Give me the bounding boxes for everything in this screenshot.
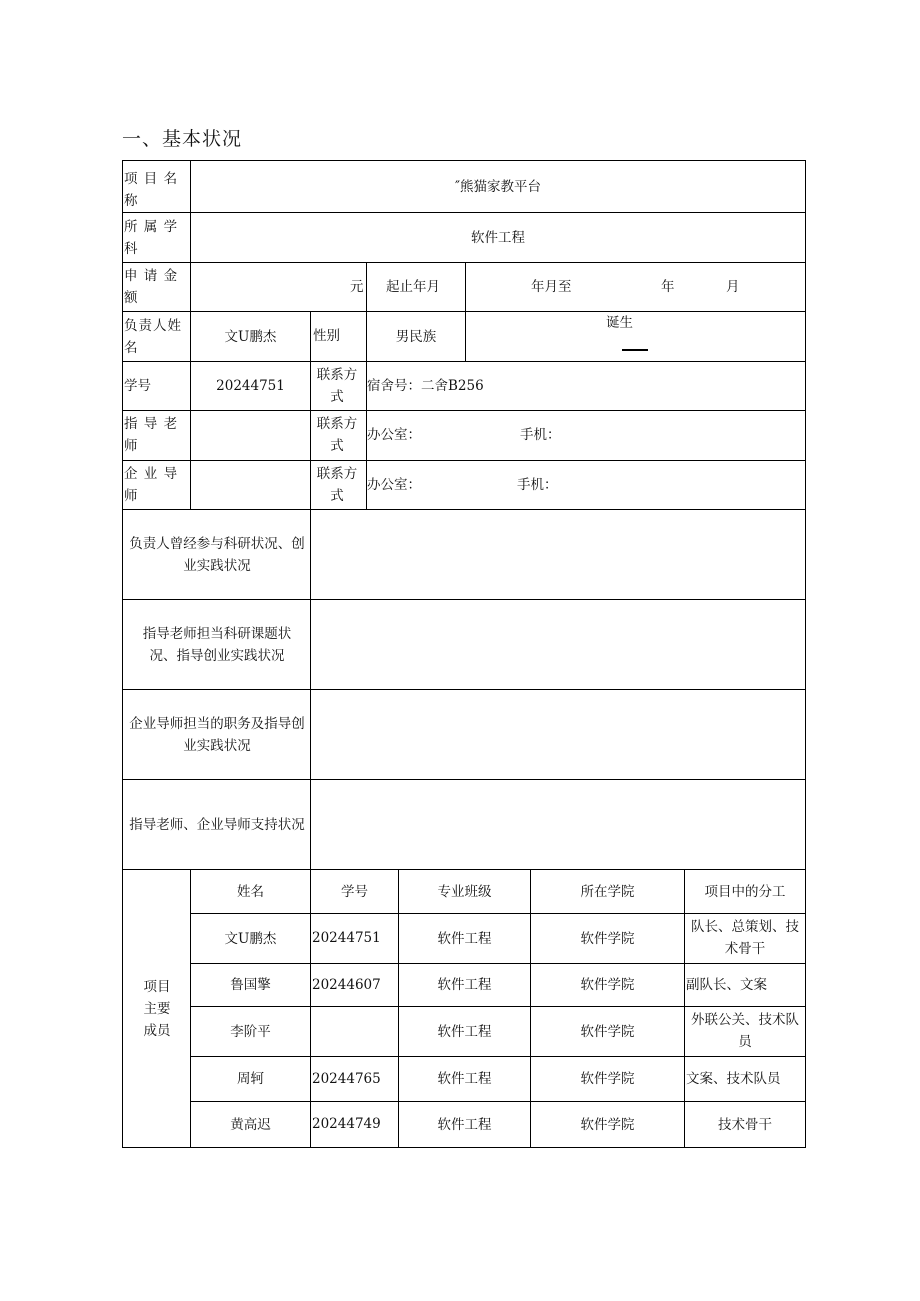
gender-ethnicity: 男民族 — [395, 328, 437, 345]
member-class: 软件工程 — [437, 977, 492, 993]
member-id: 20244765 — [312, 1071, 381, 1087]
mentor-office-label: 办公室： — [367, 477, 421, 493]
member-role: 文案、技术队员 — [686, 1071, 781, 1087]
advisor-research-label: 指导老师担当科研课题状况、指导创业实践状况 — [142, 625, 292, 664]
advisor-contact-label: 联系方式 — [316, 416, 358, 454]
leader-research-label: 负责人曾经参与科研状况、创业实践状况 — [129, 535, 305, 574]
advisor-office-label: 办公室： — [367, 427, 421, 443]
member-name: 李阶平 — [230, 1023, 271, 1040]
col-header-name: 姓名 — [237, 883, 264, 900]
period-month: 月 — [726, 279, 740, 295]
members-label: 项目主要成员 — [143, 978, 171, 1039]
member-college: 软件学院 — [580, 1116, 635, 1133]
member-class: 软件工程 — [437, 1023, 492, 1040]
funding-unit: 元 — [350, 279, 364, 295]
member-college: 软件学院 — [580, 1071, 635, 1087]
member-college: 软件学院 — [580, 1023, 635, 1040]
project-name-value: ″熊猫家教平台 — [454, 178, 542, 195]
discipline-label: 所 属 学 科 — [124, 219, 179, 257]
period-year: 年 — [661, 279, 675, 295]
period-label: 起止年月 — [386, 279, 440, 295]
member-role: 外联公关、技术队员 — [691, 1012, 799, 1050]
col-header-class: 专业班级 — [437, 883, 492, 900]
member-id: 20244751 — [312, 930, 381, 946]
member-class: 软件工程 — [437, 930, 492, 947]
member-college: 软件学院 — [580, 977, 635, 993]
period-from: 年月至 — [531, 279, 572, 295]
member-name: 黄高迟 — [230, 1116, 271, 1133]
student-id-label: 学号 — [124, 378, 151, 394]
member-id: 20244607 — [312, 977, 381, 993]
project-name-label: 项 目 名 称 — [124, 171, 179, 209]
support-label: 指导老师、企业导师支持状况 — [129, 816, 305, 833]
member-name: 文U鹏杰 — [224, 930, 277, 947]
handwritten-dash — [622, 349, 648, 351]
member-id: 20244749 — [312, 1116, 381, 1132]
col-header-college: 所在学院 — [580, 883, 635, 900]
member-class: 软件工程 — [437, 1071, 492, 1087]
mentor-phone-label: 手机： — [517, 477, 558, 493]
member-class: 软件工程 — [437, 1116, 492, 1133]
leader-name: 文U鹏杰 — [224, 328, 277, 345]
col-header-id: 学号 — [341, 883, 368, 900]
section-title: 一、基本状况 — [122, 128, 243, 150]
mentor-label: 企 业 导 师 — [124, 466, 179, 504]
member-role: 队长、总策划、技术骨干 — [691, 919, 799, 957]
discipline-value: 软件工程 — [471, 229, 525, 246]
member-college: 软件学院 — [580, 930, 635, 947]
student-contact-label: 联系方式 — [316, 367, 358, 405]
mentor-contact-label: 联系方式 — [316, 466, 358, 504]
member-role: 副队长、文案 — [686, 977, 767, 993]
advisor-phone-label: 手机： — [520, 427, 561, 443]
member-name: 鲁国擎 — [230, 977, 271, 993]
student-id-value: 20244751 — [216, 378, 285, 394]
col-header-role: 项目中的分工 — [704, 883, 786, 900]
gender-label: 性别 — [313, 328, 340, 344]
leader-label: 负责人姓名 — [124, 318, 182, 356]
dorm-info: 宿舍号：二舍B256 — [367, 378, 484, 394]
advisor-label: 指 导 老 师 — [124, 416, 179, 454]
birth-label: 诞生 — [606, 315, 633, 331]
member-name: 周轲 — [237, 1071, 264, 1087]
funding-label: 申 请 金 额 — [124, 268, 179, 306]
member-role: 技术骨干 — [718, 1116, 772, 1133]
mentor-duty-label: 企业导师担当的职务及指导创业实践状况 — [129, 715, 305, 754]
